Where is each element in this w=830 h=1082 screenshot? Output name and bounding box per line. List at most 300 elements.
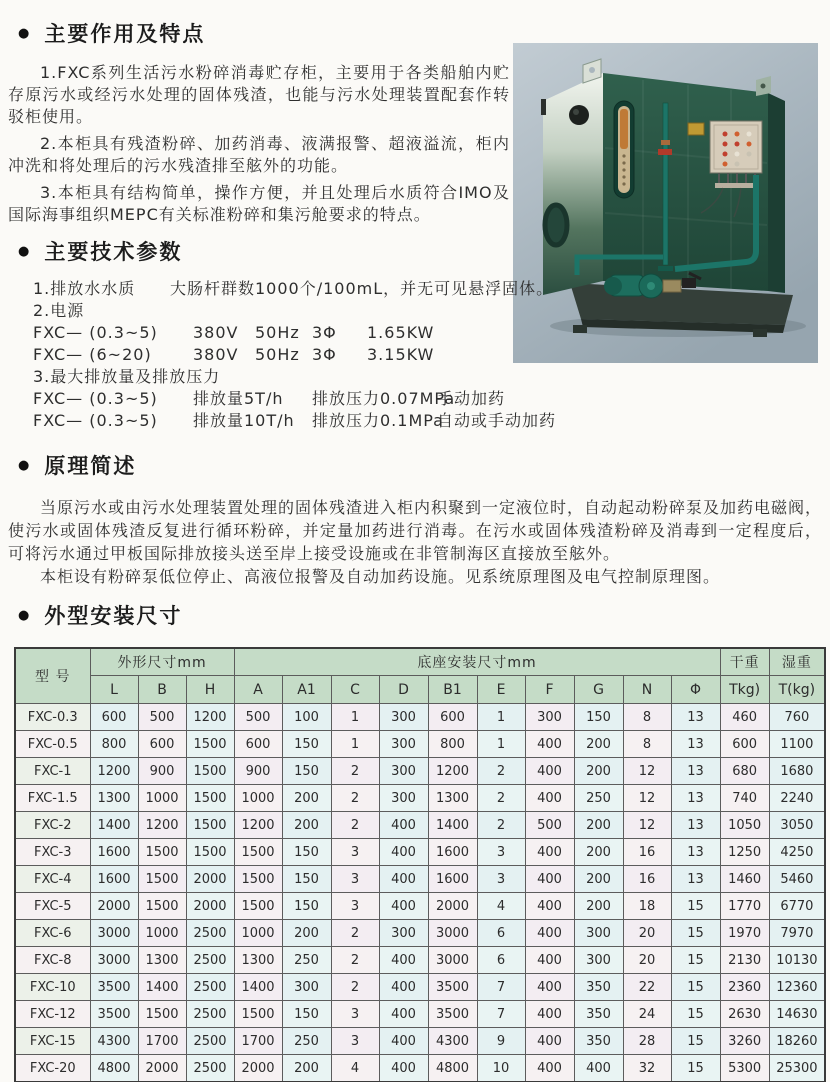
table-row <box>15 839 825 866</box>
value-cell: 300 <box>525 704 574 731</box>
value-cell: 600 <box>138 731 186 758</box>
value-cell: 15 <box>671 893 720 920</box>
value-cell: 20 <box>623 920 671 947</box>
value-cell: 900 <box>234 758 282 785</box>
value-cell: 400 <box>379 839 428 866</box>
model-cell: FXC-0.3 <box>15 704 90 731</box>
value-cell: 2500 <box>186 1055 234 1082</box>
table-row <box>15 1055 825 1082</box>
value-cell: 600 <box>428 704 477 731</box>
model-cell: FXC-20 <box>15 1055 90 1082</box>
principle-paragraph: 当原污水或由污水处理装置处理的固体残渣进入柜内积聚到一定液位时，自动起动粉碎泵及加药电磁阀，使污水或固体残渣反复进行循环粉碎，并定量加药进行消毒。在污水或固体残渣粉碎及消毒到一定程度后，可将污水通过甲板国际排放接头送至岸上接受设施或在非管制海区直接放至舷外。 <box>8 498 823 563</box>
value-cell: 13 <box>671 731 720 758</box>
value-cell: 1770 <box>720 893 769 920</box>
value-cell: 1460 <box>720 866 769 893</box>
table-body <box>15 704 825 1082</box>
value-cell: 1600 <box>428 866 477 893</box>
value-cell: 600 <box>234 731 282 758</box>
column-header: A1 <box>282 676 331 704</box>
value-cell: 3050 <box>769 812 825 839</box>
discharge-rate: 排放量10T/h <box>193 411 295 430</box>
value-cell: 400 <box>379 1055 428 1082</box>
value-cell: 12360 <box>769 974 825 1001</box>
value-cell: 3 <box>477 866 525 893</box>
power-rating: 1.65KW <box>367 323 435 342</box>
value-cell: 150 <box>282 839 331 866</box>
value-cell: 2 <box>477 785 525 812</box>
value-cell: 400 <box>525 731 574 758</box>
value-cell: 22 <box>623 974 671 1001</box>
value-cell: 3000 <box>428 920 477 947</box>
frequency: 50Hz <box>255 323 300 342</box>
value-cell: 25300 <box>769 1055 825 1082</box>
value-cell: 3000 <box>428 947 477 974</box>
value-cell: 760 <box>769 704 825 731</box>
model-cell: FXC-2 <box>15 812 90 839</box>
column-header: T(kg) <box>769 676 825 704</box>
voltage: 380V <box>193 345 239 364</box>
model-cell: FXC-15 <box>15 1028 90 1055</box>
value-cell: 1400 <box>90 812 138 839</box>
value-cell: 1000 <box>138 920 186 947</box>
model-cell: FXC-0.5 <box>15 731 90 758</box>
column-header: G <box>574 676 623 704</box>
discharge-pressure: 排放压力0.1MPa <box>312 411 444 430</box>
table-subheader-row <box>15 676 825 704</box>
value-cell: 12 <box>623 812 671 839</box>
value-cell: 13 <box>671 758 720 785</box>
section-dimensions <box>8 600 826 1082</box>
value-cell: 1200 <box>428 758 477 785</box>
value-cell: 28 <box>623 1028 671 1055</box>
value-cell: 3 <box>331 893 379 920</box>
value-cell: 3 <box>331 1028 379 1055</box>
base-group-header: 底座安装尺寸mm <box>234 648 720 676</box>
value-cell: 13 <box>671 812 720 839</box>
value-cell: 1600 <box>428 839 477 866</box>
column-header: F <box>525 676 574 704</box>
value-cell: 15 <box>671 974 720 1001</box>
value-cell: 400 <box>525 1028 574 1055</box>
value-cell: 3260 <box>720 1028 769 1055</box>
value-cell: 300 <box>379 920 428 947</box>
value-cell: 2000 <box>90 893 138 920</box>
bullet-icon: ● <box>18 243 32 259</box>
valve-handle <box>658 149 672 155</box>
value-cell: 150 <box>282 866 331 893</box>
value-cell: 300 <box>574 947 623 974</box>
value-cell: 2 <box>331 758 379 785</box>
value-cell: 5300 <box>720 1055 769 1082</box>
value-cell: 4250 <box>769 839 825 866</box>
value-cell: 250 <box>282 1028 331 1055</box>
model-cell: FXC-1.5 <box>15 785 90 812</box>
value-cell: 1300 <box>234 947 282 974</box>
value-cell: 15 <box>671 1001 720 1028</box>
value-cell: 800 <box>90 731 138 758</box>
value-cell: 6770 <box>769 893 825 920</box>
value-cell: 1500 <box>186 812 234 839</box>
value-cell: 1050 <box>720 812 769 839</box>
value-cell: 4300 <box>90 1028 138 1055</box>
value-cell: 1000 <box>234 785 282 812</box>
value-cell: 3 <box>477 839 525 866</box>
value-cell: 1 <box>477 731 525 758</box>
value-cell: 200 <box>574 893 623 920</box>
table-row <box>15 866 825 893</box>
features-paragraph: 3.本柜具有结构简单，操作方便，并且处理后水质符合IMO及国际海事组织MEPC有关标准粉碎和集污舱要求的特点。 <box>8 183 510 224</box>
value-cell: 300 <box>379 704 428 731</box>
voltage: 380V <box>193 323 239 342</box>
value-cell: 400 <box>379 893 428 920</box>
value-cell: 1700 <box>138 1028 186 1055</box>
value-cell: 4800 <box>90 1055 138 1082</box>
table-row <box>15 974 825 1001</box>
value-cell: 2500 <box>186 1028 234 1055</box>
value-cell: 400 <box>525 1055 574 1082</box>
value-cell: 200 <box>574 731 623 758</box>
value-cell: 200 <box>574 812 623 839</box>
value-cell: 2 <box>331 920 379 947</box>
value-cell: 1200 <box>186 704 234 731</box>
value-cell: 2500 <box>186 1001 234 1028</box>
value-cell: 740 <box>720 785 769 812</box>
value-cell: 2000 <box>186 866 234 893</box>
value-cell: 18 <box>623 893 671 920</box>
table-row <box>15 893 825 920</box>
value-cell: 3500 <box>428 974 477 1001</box>
value-cell: 300 <box>379 731 428 758</box>
model-cell: FXC-3 <box>15 839 90 866</box>
value-cell: 150 <box>574 704 623 731</box>
column-header: A <box>234 676 282 704</box>
value-cell: 1500 <box>234 866 282 893</box>
value-cell: 1000 <box>138 785 186 812</box>
param-water-quality <box>33 278 554 300</box>
value-cell: 400 <box>379 1028 428 1055</box>
model-cell: FXC-8 <box>15 947 90 974</box>
table-row <box>15 785 825 812</box>
product-photo <box>513 43 818 363</box>
value-cell: 1300 <box>428 785 477 812</box>
value-cell: 1000 <box>234 920 282 947</box>
param-discharge-heading: 3.最大排放量及排放压力 <box>33 367 221 386</box>
value-cell: 100 <box>282 704 331 731</box>
power-rating: 3.15KW <box>367 345 435 364</box>
value-cell: 3500 <box>90 1001 138 1028</box>
vent-cap <box>569 105 589 125</box>
table-row <box>15 758 825 785</box>
value-cell: 300 <box>574 920 623 947</box>
value-cell: 1 <box>477 704 525 731</box>
value-cell: 200 <box>282 920 331 947</box>
value-cell: 6 <box>477 947 525 974</box>
value-cell: 300 <box>282 974 331 1001</box>
value-cell: 150 <box>282 758 331 785</box>
value-cell: 1600 <box>90 839 138 866</box>
dosing-mode: 自动或手动加药 <box>437 411 557 430</box>
value-cell: 1500 <box>138 893 186 920</box>
value-cell: 800 <box>428 731 477 758</box>
value-cell: 600 <box>720 731 769 758</box>
value-cell: 1200 <box>90 758 138 785</box>
value-cell: 400 <box>574 1055 623 1082</box>
value-cell: 900 <box>138 758 186 785</box>
dosing-mode: 手动加药 <box>437 389 506 408</box>
value-cell: 500 <box>525 812 574 839</box>
table-row <box>15 812 825 839</box>
value-cell: 400 <box>525 893 574 920</box>
value-cell: 8 <box>623 704 671 731</box>
value-cell: 1300 <box>90 785 138 812</box>
value-cell: 400 <box>379 974 428 1001</box>
param-power-row <box>33 344 510 366</box>
value-cell: 3500 <box>90 974 138 1001</box>
column-header: B <box>138 676 186 704</box>
value-cell: 3000 <box>90 947 138 974</box>
value-cell: 15 <box>671 920 720 947</box>
value-cell: 2 <box>477 758 525 785</box>
param-power-heading: 2.电源 <box>33 301 85 320</box>
value-cell: 1300 <box>138 947 186 974</box>
value-cell: 400 <box>525 1001 574 1028</box>
value-cell: 2 <box>331 974 379 1001</box>
value-cell: 3 <box>331 866 379 893</box>
value-cell: 3000 <box>90 920 138 947</box>
value-cell: 200 <box>574 839 623 866</box>
value-cell: 2000 <box>138 1055 186 1082</box>
table-row <box>15 731 825 758</box>
value-cell: 400 <box>525 947 574 974</box>
value-cell: 24 <box>623 1001 671 1028</box>
param-discharge-row <box>33 410 557 432</box>
column-header: Tkg) <box>720 676 769 704</box>
section-params <box>8 236 557 432</box>
table-row <box>15 947 825 974</box>
value-cell: 2500 <box>186 974 234 1001</box>
value-cell: 2000 <box>234 1055 282 1082</box>
column-header: B1 <box>428 676 477 704</box>
value-cell: 2500 <box>186 920 234 947</box>
value-cell: 2000 <box>186 893 234 920</box>
value-cell: 1970 <box>720 920 769 947</box>
bullet-icon: ● <box>18 25 32 41</box>
value-cell: 1500 <box>234 1001 282 1028</box>
value-cell: 200 <box>282 812 331 839</box>
value-cell: 1400 <box>234 974 282 1001</box>
value-cell: 2130 <box>720 947 769 974</box>
value-cell: 350 <box>574 974 623 1001</box>
column-header: H <box>186 676 234 704</box>
value-cell: 10130 <box>769 947 825 974</box>
value-cell: 400 <box>379 812 428 839</box>
value-cell: 13 <box>671 704 720 731</box>
value-cell: 1400 <box>428 812 477 839</box>
dimensions-heading <box>18 600 826 630</box>
value-cell: 1500 <box>186 839 234 866</box>
column-header: Φ <box>671 676 720 704</box>
value-cell: 7 <box>477 1001 525 1028</box>
value-cell: 7 <box>477 974 525 1001</box>
principle-paragraph: 本柜设有粉碎泵低位停止、高液位报警及自动加药设施。见系统原理图及电气控制原理图。 <box>40 567 721 586</box>
value-cell: 10 <box>477 1055 525 1082</box>
model-cell: FXC-4 <box>15 866 90 893</box>
value-cell: 400 <box>525 974 574 1001</box>
value-cell: 1250 <box>720 839 769 866</box>
value-cell: 3 <box>331 839 379 866</box>
value-cell: 32 <box>623 1055 671 1082</box>
value-cell: 2 <box>477 812 525 839</box>
value-cell: 15 <box>671 1055 720 1082</box>
features-paragraph: 2.本柜具有残渣粉碎、加药消毒、液满报警、超液溢流，柜内冲洗和将处理后的污水残渣排至舷外的功能。 <box>8 134 510 175</box>
value-cell: 300 <box>379 785 428 812</box>
frequency: 50Hz <box>255 345 300 364</box>
value-cell: 1500 <box>138 866 186 893</box>
param-value: 大肠杆群数1000个/100mL，并无可见悬浮固体。 <box>170 279 554 298</box>
principle-title: 原理简述 <box>44 454 137 478</box>
params-heading <box>18 236 510 266</box>
column-header: N <box>623 676 671 704</box>
value-cell: 1100 <box>769 731 825 758</box>
value-cell: 1500 <box>138 1001 186 1028</box>
value-cell: 1500 <box>234 839 282 866</box>
table-row <box>15 920 825 947</box>
value-cell: 200 <box>282 785 331 812</box>
value-cell: 1500 <box>186 758 234 785</box>
value-cell: 2000 <box>428 893 477 920</box>
features-heading <box>18 18 510 48</box>
tank-photo-illustration <box>513 43 818 363</box>
value-cell: 7970 <box>769 920 825 947</box>
param-label: 1.排放水水质 <box>33 279 136 298</box>
value-cell: 14630 <box>769 1001 825 1028</box>
features-title: 主要作用及特点 <box>44 22 206 46</box>
value-cell: 4 <box>477 893 525 920</box>
section-principle <box>8 450 822 588</box>
value-cell: 1600 <box>90 866 138 893</box>
table-row <box>15 704 825 731</box>
wet-weight-header: 湿重 <box>769 648 825 676</box>
phase: 3Φ <box>312 323 337 342</box>
value-cell: 15 <box>671 947 720 974</box>
value-cell: 500 <box>234 704 282 731</box>
value-cell: 400 <box>379 947 428 974</box>
value-cell: 200 <box>574 866 623 893</box>
dimensions-table <box>14 647 826 1082</box>
model-cell: FXC-1 <box>15 758 90 785</box>
value-cell: 400 <box>379 866 428 893</box>
value-cell: 9 <box>477 1028 525 1055</box>
discharge-pressure: 排放压力0.07MPa <box>312 389 456 408</box>
value-cell: 1500 <box>186 731 234 758</box>
value-cell: 350 <box>574 1028 623 1055</box>
model-cell: FXC-10 <box>15 974 90 1001</box>
value-cell: 12 <box>623 785 671 812</box>
value-cell: 5460 <box>769 866 825 893</box>
value-cell: 200 <box>574 758 623 785</box>
value-cell: 3500 <box>428 1001 477 1028</box>
model-range: FXC— (0.3~5) <box>33 411 158 430</box>
value-cell: 2360 <box>720 974 769 1001</box>
value-cell: 16 <box>623 866 671 893</box>
dry-weight-header: 干重 <box>720 648 769 676</box>
value-cell: 15 <box>671 1028 720 1055</box>
table-row <box>15 1001 825 1028</box>
value-cell: 4800 <box>428 1055 477 1082</box>
sight-glass <box>614 101 634 198</box>
value-cell: 2 <box>331 947 379 974</box>
value-cell: 2500 <box>186 947 234 974</box>
value-cell: 13 <box>671 839 720 866</box>
model-range: FXC— (0.3~5) <box>33 323 158 342</box>
phase: 3Φ <box>312 345 337 364</box>
value-cell: 250 <box>282 947 331 974</box>
value-cell: 150 <box>282 731 331 758</box>
value-cell: 460 <box>720 704 769 731</box>
section-features <box>8 18 510 231</box>
value-cell: 13 <box>671 866 720 893</box>
value-cell: 400 <box>525 758 574 785</box>
discharge-rate: 排放量5T/h <box>193 389 284 408</box>
features-paragraph: 1.FXC系列生活污水粉碎消毒贮存柜，主要用于各类船舶内贮存原污水或经污水处理的固体残渣，也能与污水处理装置配套作转驳柜使用。 <box>8 63 510 126</box>
manhole <box>545 205 567 245</box>
value-cell: 18260 <box>769 1028 825 1055</box>
value-cell: 1500 <box>186 785 234 812</box>
value-cell: 12 <box>623 758 671 785</box>
value-cell: 1400 <box>138 974 186 1001</box>
table-row <box>15 1028 825 1055</box>
value-cell: 400 <box>525 866 574 893</box>
value-cell: 150 <box>282 893 331 920</box>
table-group-header-row <box>15 648 825 676</box>
value-cell: 250 <box>574 785 623 812</box>
param-discharge-row <box>33 388 510 410</box>
value-cell: 600 <box>90 704 138 731</box>
value-cell: 680 <box>720 758 769 785</box>
value-cell: 500 <box>138 704 186 731</box>
value-cell: 1200 <box>138 812 186 839</box>
column-header: L <box>90 676 138 704</box>
value-cell: 200 <box>282 1055 331 1082</box>
value-cell: 1500 <box>234 893 282 920</box>
column-header: C <box>331 676 379 704</box>
model-cell: FXC-12 <box>15 1001 90 1028</box>
value-cell: 8 <box>623 731 671 758</box>
value-cell: 400 <box>525 920 574 947</box>
value-cell: 1 <box>331 731 379 758</box>
value-cell: 16 <box>623 839 671 866</box>
value-cell: 6 <box>477 920 525 947</box>
value-cell: 2 <box>331 812 379 839</box>
value-cell: 300 <box>379 758 428 785</box>
principle-heading <box>18 450 822 480</box>
value-cell: 1700 <box>234 1028 282 1055</box>
value-cell: 150 <box>282 1001 331 1028</box>
value-cell: 350 <box>574 1001 623 1028</box>
value-cell: 1 <box>331 704 379 731</box>
value-cell: 400 <box>379 1001 428 1028</box>
model-cell: FXC-5 <box>15 893 90 920</box>
value-cell: 1200 <box>234 812 282 839</box>
param-power-row <box>33 322 510 344</box>
value-cell: 3 <box>331 1001 379 1028</box>
value-cell: 2 <box>331 785 379 812</box>
value-cell: 2240 <box>769 785 825 812</box>
value-cell: 400 <box>525 785 574 812</box>
value-cell: 4 <box>331 1055 379 1082</box>
model-cell: FXC-6 <box>15 920 90 947</box>
column-header: D <box>379 676 428 704</box>
